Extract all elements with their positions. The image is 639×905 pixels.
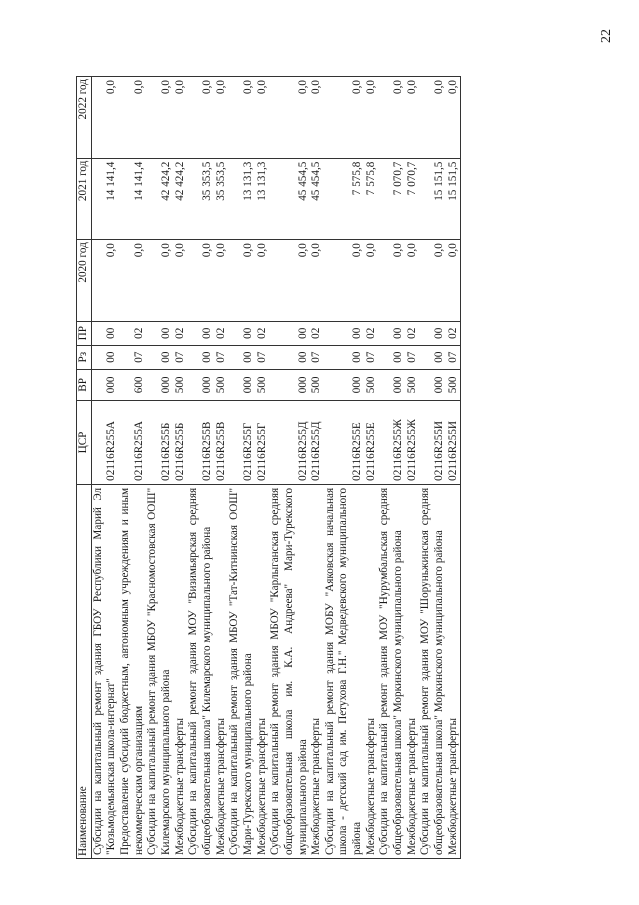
cell-y2022: 0,0 xyxy=(419,77,446,159)
cell-pr: 02 xyxy=(447,321,461,345)
cell-y2020: 0,0 xyxy=(228,240,255,322)
cell-pr: 02 xyxy=(406,321,420,345)
cell-pr: 00 xyxy=(146,321,173,345)
cell-rz: 00 xyxy=(91,345,119,369)
cell-vr: 000 xyxy=(228,369,255,401)
cell-vr: 500 xyxy=(365,369,379,401)
cell-csr: 02116R255Б xyxy=(146,401,173,485)
cell-vr: 500 xyxy=(447,369,461,401)
budget-table-container xyxy=(76,76,561,859)
cell-y2022: 0,0 xyxy=(310,77,324,159)
cell-rz: 00 xyxy=(228,345,255,369)
cell-y2021: 13 131,3 xyxy=(228,158,255,240)
table-row xyxy=(310,77,324,859)
cell-y2022: 0,0 xyxy=(119,77,146,159)
cell-pr: 02 xyxy=(365,321,379,345)
cell-pr: 00 xyxy=(378,321,405,345)
cell-y2020: 0,0 xyxy=(419,240,446,322)
table-row xyxy=(187,77,214,859)
cell-rz: 07 xyxy=(119,345,146,369)
cell-y2020: 0,0 xyxy=(91,240,119,322)
cell-vr: 000 xyxy=(324,369,365,401)
table-row xyxy=(378,77,405,859)
cell-vr: 500 xyxy=(256,369,270,401)
header-vr: ВР xyxy=(77,369,92,401)
cell-vr: 000 xyxy=(91,369,119,401)
cell-rz: 07 xyxy=(256,345,270,369)
cell-vr: 500 xyxy=(406,369,420,401)
cell-vr: 500 xyxy=(310,369,324,401)
table-row xyxy=(174,77,188,859)
cell-y2020: 0,0 xyxy=(365,240,379,322)
cell-y2020: 0,0 xyxy=(256,240,270,322)
cell-y2022: 0,0 xyxy=(215,77,229,159)
cell-rz: 00 xyxy=(419,345,446,369)
table-row xyxy=(324,77,365,859)
cell-y2022: 0,0 xyxy=(406,77,420,159)
cell-y2021: 42 424,2 xyxy=(174,158,188,240)
cell-y2021: 35 353,5 xyxy=(215,158,229,240)
cell-name: Субсидии на капитальный ремонт здания МБОУ "Карлыганская средняя общеобразовательная школа им. К.А. Андреева" Мари-Турекского муниципального района xyxy=(269,484,310,858)
table-row xyxy=(406,77,420,859)
cell-vr: 600 xyxy=(119,369,146,401)
cell-name: Межбюджетные трансферты xyxy=(447,484,461,858)
cell-csr: 02116R255A xyxy=(91,401,119,485)
cell-pr: 02 xyxy=(215,321,229,345)
cell-y2022: 0,0 xyxy=(447,77,461,159)
cell-csr: 02116R255И xyxy=(419,401,446,485)
cell-y2022: 0,0 xyxy=(365,77,379,159)
table-body xyxy=(91,77,461,859)
cell-pr: 02 xyxy=(256,321,270,345)
table-row xyxy=(256,77,270,859)
cell-pr: 00 xyxy=(419,321,446,345)
cell-rz: 07 xyxy=(215,345,229,369)
cell-name: Межбюджетные трансферты xyxy=(310,484,324,858)
cell-name: Субсидии на капитальный ремонт здания МОУ "Шоруньжинская средняя общеобразовательная школа" Моркинского муниципального района xyxy=(419,484,446,858)
header-2020: 2020 год xyxy=(77,240,92,322)
cell-csr: 02116R255Е xyxy=(365,401,379,485)
cell-rz: 00 xyxy=(269,345,310,369)
cell-pr: 00 xyxy=(228,321,255,345)
cell-rz: 07 xyxy=(406,345,420,369)
cell-y2020: 0,0 xyxy=(378,240,405,322)
cell-name: Межбюджетные трансферты xyxy=(406,484,420,858)
cell-name: Субсидии на капитальный ремонт здания МБОУ "Красномостовская ООШ" Килемарского муниципального района xyxy=(146,484,173,858)
table-row xyxy=(447,77,461,859)
cell-csr: 02116R255Ж xyxy=(406,401,420,485)
header-rz: Рз xyxy=(77,345,92,369)
cell-vr: 000 xyxy=(378,369,405,401)
budget-table xyxy=(76,76,461,859)
cell-rz: 07 xyxy=(174,345,188,369)
cell-y2021: 15 151,5 xyxy=(447,158,461,240)
cell-pr: 02 xyxy=(310,321,324,345)
cell-name: Субсидии на капитальный ремонт здания МОУ "Визимьярская средняя общеобразовательная школа" Килемарского муниципального района xyxy=(187,484,214,858)
cell-y2022: 0,0 xyxy=(378,77,405,159)
cell-name: Межбюджетные трансферты xyxy=(256,484,270,858)
cell-y2022: 0,0 xyxy=(187,77,214,159)
cell-y2020: 0,0 xyxy=(447,240,461,322)
table-row xyxy=(228,77,255,859)
cell-rz: 07 xyxy=(365,345,379,369)
cell-rz: 00 xyxy=(324,345,365,369)
cell-y2021: 7 070,7 xyxy=(406,158,420,240)
cell-csr: 02116R255И xyxy=(447,401,461,485)
cell-csr: 02116R255Г xyxy=(256,401,270,485)
cell-y2021: 45 454,5 xyxy=(269,158,310,240)
cell-name: Межбюджетные трансферты xyxy=(174,484,188,858)
cell-name: Межбюджетные трансферты xyxy=(215,484,229,858)
cell-y2022: 0,0 xyxy=(256,77,270,159)
cell-rz: 00 xyxy=(146,345,173,369)
table-row xyxy=(215,77,229,859)
header-2021: 2021 год xyxy=(77,158,92,240)
table-row xyxy=(91,77,119,859)
cell-csr: 02116R255Б xyxy=(174,401,188,485)
cell-y2021: 7 070,7 xyxy=(378,158,405,240)
cell-csr: 02116R255Ж xyxy=(378,401,405,485)
cell-csr: 02116R255Д xyxy=(310,401,324,485)
table-row xyxy=(419,77,446,859)
cell-csr: 02116R255В xyxy=(215,401,229,485)
cell-csr: 02116R255Г xyxy=(228,401,255,485)
table-row xyxy=(146,77,173,859)
cell-y2021: 42 424,2 xyxy=(146,158,173,240)
header-csr: ЦСР xyxy=(77,401,92,485)
cell-vr: 000 xyxy=(187,369,214,401)
header-name: Наименование xyxy=(77,484,92,858)
cell-name: Субсидии на капитальный ремонт здания МОБУ "Аяковская начальная школа - детский сад им. Петухова Г.Н." Медведевского муниципального района xyxy=(324,484,365,858)
cell-vr: 000 xyxy=(269,369,310,401)
cell-pr: 00 xyxy=(91,321,119,345)
cell-name: Субсидии на капитальный ремонт здания ГБОУ Республики Марий Эл "Козьмодемьянская школа-интернат" xyxy=(91,484,119,858)
cell-name: Субсидии на капитальный ремонт здания МОУ "Нурумбальская средняя общеобразовательная школа" Моркинского муниципального района xyxy=(378,484,405,858)
cell-csr: 02116R255Д xyxy=(269,401,310,485)
cell-y2020: 0,0 xyxy=(187,240,214,322)
cell-rz: 00 xyxy=(187,345,214,369)
cell-csr: 02116R255A xyxy=(119,401,146,485)
header-2022: 2022 год xyxy=(77,77,92,159)
cell-y2020: 0,0 xyxy=(215,240,229,322)
cell-y2022: 0,0 xyxy=(174,77,188,159)
cell-y2021: 14 141,4 xyxy=(119,158,146,240)
cell-y2021: 7 575,8 xyxy=(365,158,379,240)
cell-y2020: 0,0 xyxy=(269,240,310,322)
cell-csr: 02116R255Е xyxy=(324,401,365,485)
cell-pr: 02 xyxy=(119,321,146,345)
table-header-row xyxy=(77,77,92,859)
cell-pr: 00 xyxy=(187,321,214,345)
cell-y2020: 0,0 xyxy=(146,240,173,322)
cell-csr: 02116R255В xyxy=(187,401,214,485)
cell-y2021: 14 141,4 xyxy=(91,158,119,240)
cell-name: Субсидии на капитальный ремонт здания МБОУ "Тат-Китнинская ООШ" Мари-Турекского муниципального района xyxy=(228,484,255,858)
cell-y2020: 0,0 xyxy=(324,240,365,322)
cell-rz: 07 xyxy=(310,345,324,369)
cell-y2020: 0,0 xyxy=(119,240,146,322)
cell-y2020: 0,0 xyxy=(174,240,188,322)
cell-name: Межбюджетные трансферты xyxy=(365,484,379,858)
cell-y2021: 35 353,5 xyxy=(187,158,214,240)
cell-y2020: 0,0 xyxy=(406,240,420,322)
table-row xyxy=(119,77,146,859)
cell-y2020: 0,0 xyxy=(310,240,324,322)
page-number: 22 xyxy=(599,29,614,43)
cell-vr: 500 xyxy=(174,369,188,401)
cell-vr: 000 xyxy=(419,369,446,401)
cell-vr: 500 xyxy=(215,369,229,401)
cell-y2022: 0,0 xyxy=(146,77,173,159)
table-row xyxy=(365,77,379,859)
cell-y2022: 0,0 xyxy=(228,77,255,159)
cell-y2022: 0,0 xyxy=(91,77,119,159)
cell-y2021: 13 131,3 xyxy=(256,158,270,240)
cell-pr: 02 xyxy=(174,321,188,345)
cell-y2021: 15 151,5 xyxy=(419,158,446,240)
cell-rz: 07 xyxy=(447,345,461,369)
cell-y2022: 0,0 xyxy=(324,77,365,159)
table-row xyxy=(269,77,310,859)
cell-rz: 00 xyxy=(378,345,405,369)
cell-name: Предоставление субсидий бюджетным, автономным учреждениям и иным некоммерческим организациям xyxy=(119,484,146,858)
cell-y2021: 45 454,5 xyxy=(310,158,324,240)
header-pr: ПР xyxy=(77,321,92,345)
cell-pr: 00 xyxy=(269,321,310,345)
cell-y2021: 7 575,8 xyxy=(324,158,365,240)
cell-pr: 00 xyxy=(324,321,365,345)
cell-y2022: 0,0 xyxy=(269,77,310,159)
cell-vr: 000 xyxy=(146,369,173,401)
